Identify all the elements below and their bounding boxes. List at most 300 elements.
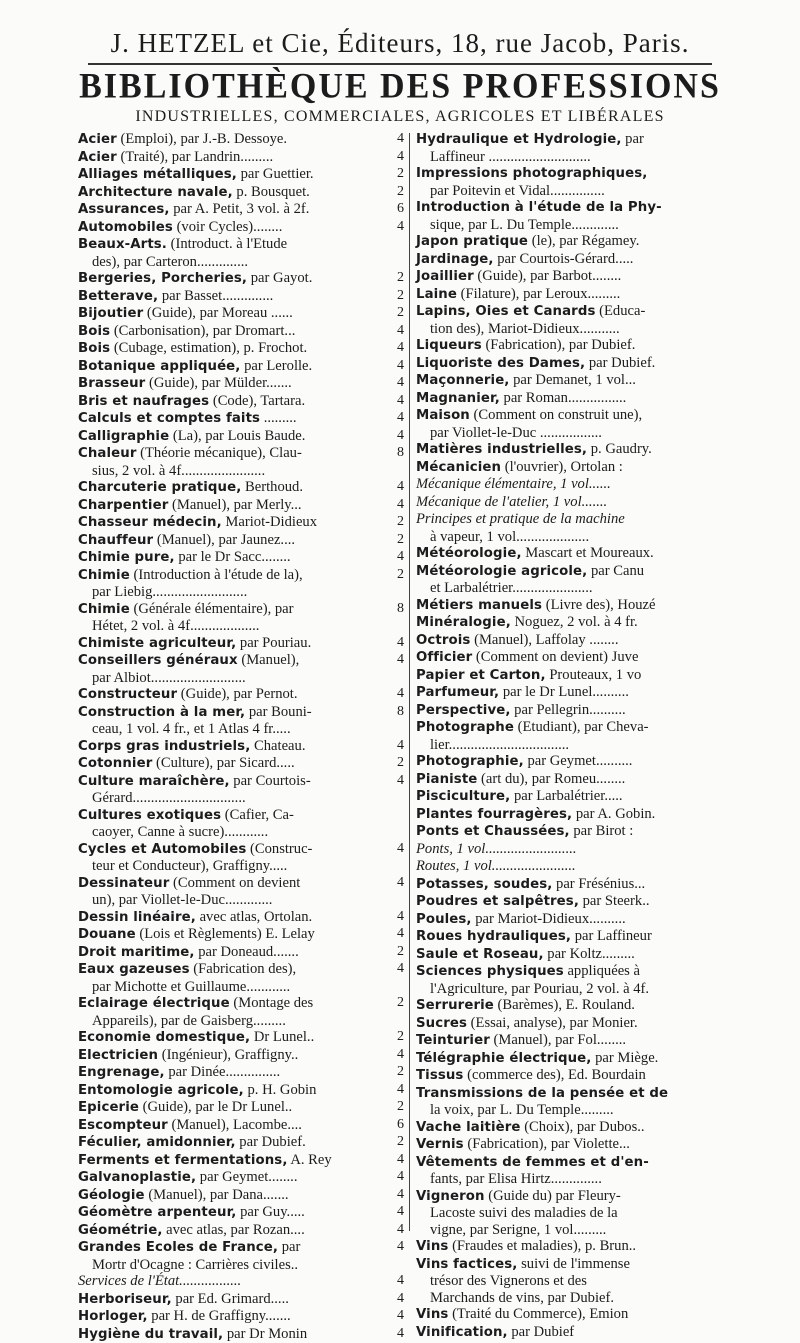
entry-text	[78, 1204, 386, 1222]
entry-subject: Vins factices,	[416, 1257, 517, 1272]
entry-text	[78, 1082, 386, 1100]
entry-detail-continued: Marchands de vins, par Dubief.	[416, 1290, 722, 1307]
catalog-entry	[416, 1188, 722, 1222]
volume-count: 6	[386, 1117, 404, 1134]
entry-detail: (Comment on devient	[173, 875, 300, 891]
entry-text	[416, 788, 722, 806]
catalog-entry	[416, 823, 722, 841]
entry-text	[416, 337, 722, 355]
entry-detail: (le), par Régamey.	[532, 233, 640, 249]
catalog-entry	[416, 1015, 722, 1033]
entry-text	[78, 961, 386, 995]
entry-detail-continued: trésor des Vignerons et des	[416, 1273, 722, 1290]
entry-detail: (La), par Louis Baude.	[173, 428, 306, 444]
volume-count: 2	[386, 532, 404, 549]
volume-count: 2	[386, 288, 404, 305]
entry-text	[78, 514, 386, 532]
entry-detail: (Comment on devient) Juve	[476, 649, 639, 665]
catalog-entry	[78, 270, 404, 288]
catalog-entry	[78, 704, 404, 738]
catalog-entry	[78, 305, 404, 323]
entry-subject: Herboriseur,	[78, 1292, 172, 1307]
entry-detail: par Pellegrin..........	[514, 702, 625, 718]
entry-detail-continued: par Liebig..........................	[78, 584, 386, 601]
entry-detail: Berthoud.	[245, 479, 303, 495]
entry-text	[416, 997, 722, 1015]
entry-text	[78, 686, 386, 704]
catalog-entry	[416, 494, 722, 512]
entry-text	[78, 236, 386, 270]
entry-text	[416, 614, 722, 632]
entry-subject: Assurances,	[78, 202, 170, 217]
volume-count: 4	[386, 479, 404, 496]
entry-detail: par Demanet, 1 vol...	[513, 372, 636, 388]
entry-text	[416, 1136, 722, 1154]
catalog-entry	[416, 597, 722, 615]
entry-subject: Cultures exotiques	[78, 808, 221, 823]
entry-detail: (Lois et Règlements) E. Lelay	[139, 926, 314, 942]
entry-text	[78, 567, 386, 601]
entry-subject: Alliages métalliques,	[78, 167, 237, 182]
entry-text	[416, 1222, 722, 1239]
catalog-entry	[416, 1085, 722, 1119]
entry-detail: (Fabrication des),	[193, 961, 296, 977]
entry-text	[78, 1308, 386, 1326]
volume-count: 4	[386, 1308, 404, 1325]
entry-detail: (Manuel), par Merly...	[172, 497, 302, 513]
entry-detail-continued: la voix, par L. Du Temple.........	[416, 1102, 722, 1119]
volume-count: 2	[386, 305, 404, 322]
catalog-entry	[78, 479, 404, 497]
catalog-entry	[416, 702, 722, 720]
entry-subject: Plantes fourragères,	[416, 807, 572, 822]
catalog-entry	[78, 1308, 404, 1326]
entry-subject: Bois	[78, 341, 110, 356]
entry-detail: (Manuel), par Fol........	[494, 1032, 627, 1048]
entry-subject: Grandes Ecoles de France,	[78, 1240, 278, 1255]
catalog-entry	[416, 771, 722, 789]
entry-subject: Introduction à l'étude de la Phy-	[416, 200, 662, 215]
volume-count: 4	[386, 131, 404, 148]
entry-text	[416, 131, 722, 165]
catalog-entry	[416, 251, 722, 269]
publisher-line: J. HETZEL et Cie, Éditeurs, 18, rue Jacob, Paris.	[0, 28, 800, 59]
entry-subject: Cotonnier	[78, 756, 152, 771]
entry-detail: Noguez, 2 vol. à 4 fr.	[515, 614, 638, 630]
volume-count: 4	[386, 652, 404, 669]
catalog-entry	[416, 1032, 722, 1050]
catalog-entry	[416, 1256, 722, 1290]
entry-subject: Géométrie,	[78, 1223, 162, 1238]
volume-count: 4	[386, 393, 404, 410]
entry-text	[416, 1188, 722, 1222]
entry-text	[416, 286, 722, 304]
catalog-entry	[78, 497, 404, 515]
entry-text	[78, 375, 386, 393]
catalog-entry	[416, 649, 722, 667]
entry-text	[416, 684, 722, 702]
entry-subject: Bergeries, Porcheries,	[78, 271, 247, 286]
entry-subject: Lapins, Oies et Canards	[416, 304, 595, 319]
entry-detail: par Guy.....	[240, 1204, 305, 1220]
entry-text	[416, 459, 722, 477]
entry-text	[416, 1306, 722, 1324]
entry-subject: Teinturier	[416, 1033, 490, 1048]
catalog-entry	[78, 201, 404, 219]
volume-count: 4	[386, 738, 404, 755]
entry-subject: Epicerie	[78, 1100, 139, 1115]
entry-subject: Economie domestique,	[78, 1030, 250, 1045]
entry-detail: par Guettier.	[241, 166, 314, 182]
entry-detail-continued: sius, 2 vol. à 4f.......................	[78, 463, 386, 480]
entry-text	[78, 445, 386, 479]
entry-detail: (Guide), par Barbot........	[477, 268, 621, 284]
catalog-entry	[416, 911, 722, 929]
catalog-entry	[416, 303, 722, 337]
entry-subject: Escompteur	[78, 1118, 168, 1133]
entry-subject: Maison	[416, 408, 470, 423]
entry-detail: (Traité), par Landrin.........	[120, 149, 273, 165]
entry-text	[416, 928, 722, 946]
entry-subject: Parfumeur,	[416, 685, 499, 700]
entry-detail: (Traité du Commerce), Emion	[452, 1306, 628, 1322]
volume-count: 2	[386, 184, 404, 201]
catalog-entry	[78, 944, 404, 962]
volume-count: 4	[386, 635, 404, 652]
right-column	[416, 131, 722, 1236]
entry-detail: suivi de l'immense	[521, 1256, 630, 1272]
entry-text	[416, 407, 722, 441]
volume-count: 4	[386, 686, 404, 703]
catalog-entry	[78, 428, 404, 446]
catalog-entry	[416, 1238, 722, 1256]
entry-detail: (Manuel), par Jaunez....	[157, 532, 295, 548]
catalog-entry	[416, 511, 722, 545]
volume-count: 4	[386, 1187, 404, 1204]
entry-subject: Brasseur	[78, 376, 145, 391]
entry-subject: Dessin linéaire,	[78, 910, 196, 925]
entry-subject: Liquoriste des Dames,	[416, 356, 585, 371]
volume-count: 4	[386, 497, 404, 514]
entry-text	[416, 841, 722, 859]
entry-detail-continued: par Poitevin et Vidal...............	[416, 183, 722, 200]
volume-count: 4	[386, 549, 404, 566]
entry-text	[78, 532, 386, 550]
entry-detail-continued: Hétet, 2 vol. à 4f...................	[78, 618, 386, 635]
entry-text	[416, 702, 722, 720]
volume-count: 4	[386, 1169, 404, 1186]
entry-subject: Octrois	[416, 633, 470, 648]
entry-subject: Photographie,	[416, 754, 524, 769]
entry-subject: Charcuterie pratique,	[78, 480, 241, 495]
catalog-entry	[78, 1239, 404, 1273]
catalog-entry	[78, 1169, 404, 1187]
entry-text	[78, 1117, 386, 1135]
entry-detail-continued: lier.................................	[416, 737, 722, 754]
entry-detail: (Manuel), Laffolay ........	[474, 632, 618, 648]
entry-detail: avec atlas, Ortolan.	[200, 909, 313, 925]
catalog-entry	[416, 893, 722, 911]
entry-detail: (voir Cycles)........	[177, 219, 283, 235]
catalog-entry	[78, 926, 404, 944]
entry-text	[78, 201, 386, 219]
volume-count: 4	[386, 1082, 404, 1099]
catalog-entry	[78, 567, 404, 601]
catalog-entry	[416, 1067, 722, 1085]
catalog-entry	[78, 410, 404, 428]
catalog-entry	[78, 532, 404, 550]
entry-text	[78, 428, 386, 446]
entry-detail: par Miège.	[595, 1050, 658, 1066]
entry-text	[416, 719, 722, 753]
catalog-entry	[78, 340, 404, 358]
entry-detail: par	[282, 1239, 301, 1255]
entry-text	[78, 305, 386, 323]
volume-count: 8	[386, 445, 404, 462]
entry-detail: appliquées à	[567, 963, 640, 979]
entry-subject: Papier et Carton,	[416, 668, 546, 683]
catalog-entry	[78, 323, 404, 341]
entry-detail: (Guide), par Moreau ......	[147, 305, 293, 321]
entry-text	[416, 753, 722, 771]
entry-subject: Conseillers généraux	[78, 653, 238, 668]
catalog-entry	[416, 1154, 722, 1188]
entry-detail-continued: par Michotte et Guillaume............	[78, 979, 386, 996]
entry-subject: Pisciculture,	[416, 789, 510, 804]
volume-count: 4	[386, 961, 404, 978]
entry-subject: Transmissions de la pensée et de	[416, 1086, 668, 1101]
entry-text	[416, 1324, 722, 1342]
entry-text	[416, 511, 722, 545]
entry-detail: par Birot :	[573, 823, 633, 839]
entry-text	[78, 601, 386, 635]
catalog-entry	[78, 875, 404, 909]
entry-detail-continued: des), par Carteron..............	[78, 254, 386, 271]
catalog-entry	[78, 635, 404, 653]
catalog-entry	[78, 1082, 404, 1100]
volume-count: 4	[386, 149, 404, 166]
page-subtitle: INDUSTRIELLES, COMMERCIALES, AGRICOLES ET LIBÉRALES	[0, 108, 800, 126]
entry-text	[78, 1047, 386, 1065]
entry-subject: Vins	[416, 1307, 448, 1322]
entry-subject: Chauffeur	[78, 533, 153, 548]
entry-detail: (Livre des), Houzé	[546, 597, 656, 613]
entry-text	[78, 1239, 386, 1273]
catalog-entry	[416, 841, 722, 859]
entry-detail: Routes, 1 vol.......................	[416, 858, 576, 874]
entry-detail: (art du), par Romeu........	[481, 771, 625, 787]
catalog-entry	[416, 667, 722, 685]
entry-subject: Officier	[416, 650, 472, 665]
entry-detail: Mascart et Moureaux.	[525, 545, 653, 561]
entry-subject: Engrenage,	[78, 1065, 165, 1080]
catalog-entry	[416, 876, 722, 894]
entry-text	[78, 875, 386, 909]
entry-text	[416, 1085, 722, 1119]
entry-subject: Bris et naufrages	[78, 394, 209, 409]
entry-text	[78, 1222, 386, 1240]
volume-count: 4	[386, 1239, 404, 1256]
entry-detail: par Gayot.	[251, 270, 313, 286]
entry-detail: par	[625, 131, 644, 147]
entry-subject: Horloger,	[78, 1309, 148, 1324]
entry-detail-continued: par Viollet-le-Duc .................	[416, 425, 722, 442]
entry-text	[78, 149, 386, 167]
entry-text	[416, 165, 722, 199]
entry-detail: (Construc-	[250, 841, 312, 857]
entry-text	[78, 393, 386, 411]
catalog-entry	[78, 1152, 404, 1170]
entry-detail: (Cubage, estimation), p. Frochot.	[114, 340, 307, 356]
catalog-entry	[78, 1029, 404, 1047]
entry-detail: (Fabrication), par Violette...	[467, 1136, 630, 1152]
catalog-entry	[78, 995, 404, 1029]
catalog-entry	[416, 806, 722, 824]
entry-subject: Automobiles	[78, 220, 173, 235]
entry-detail: par Roman................	[504, 390, 627, 406]
left-column	[78, 131, 404, 1236]
entry-subject: Potasses, soudes,	[416, 877, 552, 892]
volume-count: 4	[386, 841, 404, 858]
entry-text	[78, 652, 386, 686]
entry-detail: (Introduction à l'étude de la),	[133, 567, 302, 583]
entry-subject: Géologie	[78, 1188, 145, 1203]
catalog-entry	[78, 909, 404, 927]
entry-subject: Bois	[78, 324, 110, 339]
catalog-entry	[416, 614, 722, 632]
entry-detail: Dr Lunel..	[254, 1029, 314, 1045]
entry-text	[78, 704, 386, 738]
entry-text	[78, 1029, 386, 1047]
entry-text	[78, 131, 386, 149]
catalog-entry	[416, 476, 722, 494]
volume-count: 8	[386, 601, 404, 618]
entry-text	[78, 288, 386, 306]
entry-subject: Chimie	[78, 568, 130, 583]
catalog-entry	[78, 738, 404, 756]
volume-count: 4	[386, 909, 404, 926]
entry-text	[78, 773, 386, 807]
entry-text	[78, 166, 386, 184]
entry-text	[416, 946, 722, 964]
catalog-entry	[78, 961, 404, 995]
entry-detail: (Guide), par Mülder.......	[149, 375, 292, 391]
entry-detail: Principes et pratique de la machine	[416, 511, 625, 527]
entry-detail-continued: fants, par Elisa Hirtz..............	[416, 1171, 722, 1188]
entry-subject: Sucres	[416, 1016, 467, 1031]
entry-subject: Serrurerie	[416, 998, 494, 1013]
entry-detail: par Mariot-Didieux..........	[475, 911, 625, 927]
entry-detail: (Guide), par le Dr Lunel..	[143, 1099, 293, 1115]
entry-detail: par H. de Graffigny.......	[151, 1308, 290, 1324]
entry-subject: Photographe	[416, 720, 514, 735]
catalog-entry	[78, 149, 404, 167]
entry-detail: Ponts, 1 vol.........................	[416, 841, 577, 857]
entry-text	[416, 545, 722, 563]
volume-count: 4	[386, 1152, 404, 1169]
catalog-entry	[78, 1187, 404, 1205]
entry-text	[416, 303, 722, 337]
catalog-entry	[416, 858, 722, 876]
entry-detail-continued: l'Agriculture, par Pouriau, 2 vol. à 4f.	[416, 981, 722, 998]
entry-detail: Chateau.	[254, 738, 305, 754]
entry-detail: (Barèmes), E. Rouland.	[498, 997, 635, 1013]
entry-detail: (Guide), par Pernot.	[181, 686, 298, 702]
entry-text	[78, 944, 386, 962]
entry-text	[78, 926, 386, 944]
volume-count: 4	[386, 1291, 404, 1308]
catalog-entry	[416, 1324, 722, 1342]
entry-subject: Beaux-Arts.	[78, 237, 167, 252]
entry-detail-continued: Laffineur ............................	[416, 149, 722, 166]
entry-subject: Calligraphie	[78, 429, 169, 444]
entry-subject: Poudres et salpêtres,	[416, 894, 579, 909]
entry-detail: (Cafier, Ca-	[225, 807, 294, 823]
entry-subject: Betterave,	[78, 289, 158, 304]
entry-subject: Chimiste agriculteur,	[78, 636, 236, 651]
catalog-entry	[78, 601, 404, 635]
volume-count: 4	[386, 340, 404, 357]
entry-subject: Galvanoplastie,	[78, 1170, 196, 1185]
entry-text	[78, 497, 386, 515]
entry-text	[78, 807, 386, 841]
entry-text	[78, 410, 386, 428]
catalog-entry	[78, 549, 404, 567]
volume-count: 4	[386, 410, 404, 427]
entry-detail: (Manuel), Lacombe....	[171, 1117, 301, 1133]
volume-count: 4	[386, 219, 404, 236]
entry-subject: Eclairage électrique	[78, 996, 230, 1011]
entry-text	[416, 355, 722, 373]
entry-subject: Jardinage,	[416, 252, 494, 267]
entry-text	[416, 372, 722, 390]
entry-text	[416, 476, 722, 494]
entry-text	[78, 219, 386, 237]
entry-detail: (Théorie mécanique), Clau-	[140, 445, 302, 461]
catalog-entry	[416, 233, 722, 251]
entry-subject: Pianiste	[416, 772, 477, 787]
entry-detail-continued: caoyer, Canne à sucre)............	[78, 824, 386, 841]
volume-count: 6	[386, 201, 404, 218]
entry-subject: Impressions photographiques,	[416, 166, 647, 181]
catalog-entry	[78, 755, 404, 773]
catalog-entry	[78, 219, 404, 237]
catalog-entry	[416, 563, 722, 597]
volume-count: 2	[386, 755, 404, 772]
entry-subject: Hydraulique et Hydrologie,	[416, 132, 622, 147]
entry-detail: (Manuel),	[241, 652, 299, 668]
catalog-entry	[78, 445, 404, 479]
catalog-entry	[416, 337, 722, 355]
entry-detail: (Ingénieur), Graffigny..	[162, 1047, 299, 1063]
entry-detail: Mécanique élémentaire, 1 vol......	[416, 476, 611, 492]
catalog-entry	[78, 1099, 404, 1117]
catalog-entry	[78, 773, 404, 807]
catalog-entry	[78, 1117, 404, 1135]
entry-detail: par Pouriau.	[240, 635, 311, 651]
entry-subject: Météorologie agricole,	[416, 564, 587, 579]
catalog-entry	[416, 441, 722, 459]
entry-detail-continued: Appareils), par de Gaisberg.........	[78, 1013, 386, 1030]
entry-text	[416, 1032, 722, 1050]
catalog-entry	[78, 1047, 404, 1065]
catalog-entry	[78, 1222, 404, 1240]
catalog-entry	[416, 1306, 722, 1324]
entry-subject: Corps gras industriels,	[78, 739, 250, 754]
entry-subject: Vigneron	[416, 1189, 485, 1204]
catalog-entry	[78, 375, 404, 393]
entry-subject: Entomologie agricole,	[78, 1083, 244, 1098]
